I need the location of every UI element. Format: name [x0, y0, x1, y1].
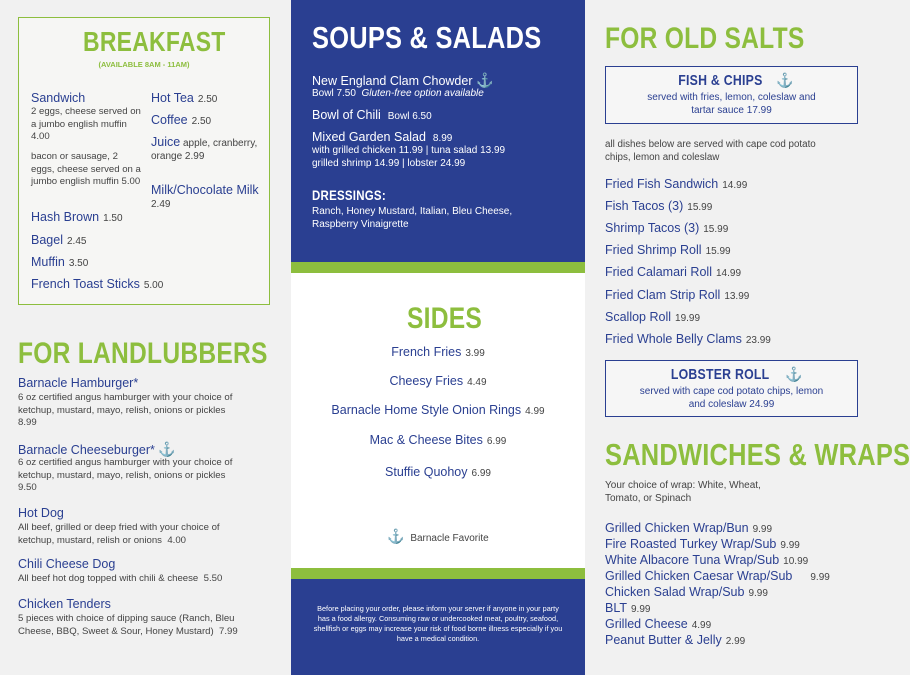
- hamburger-desc: 6 oz certified angus hamburger with your choice of ketchup, mustard, mayo, relish, onions or pickles 8.99: [18, 392, 233, 428]
- old-salts-item: Fish Tacos (3) 15.99: [605, 199, 713, 213]
- wrap-item: Peanut Butter & Jelly 2.99: [605, 633, 746, 647]
- old-salts-item: Scallop Roll 19.99: [605, 310, 701, 324]
- old-salts-item: Shrimp Tacos (3) 15.99: [605, 221, 729, 235]
- cheeseburger-desc: 6 oz certified angus hamburger with your choice of ketchup, mustard, mayo, relish, onions or pickles 9.50: [18, 457, 233, 493]
- wrap-item: Grilled Chicken Wrap/Bun 9.99: [605, 521, 773, 535]
- dressings-list: Ranch, Honey Mustard, Italian, Bleu Cheese, Raspberry Vinaigrette: [312, 206, 513, 230]
- cheeseburger-name: Barnacle Cheeseburger* ⚓: [18, 441, 176, 457]
- lobster-roll-heading: LOBSTER ROLL ⚓: [671, 366, 803, 383]
- anchor-icon: ⚓: [776, 72, 794, 88]
- anchor-icon: ⚓: [785, 366, 803, 382]
- side-item: French Fries 3.99: [391, 345, 485, 359]
- anchor-icon: ⚓: [387, 528, 405, 544]
- middle-panel: [291, 0, 585, 675]
- side-item: Stuffie Quohoy 6.99: [385, 465, 491, 479]
- chili-dog-name: Chili Cheese Dog: [18, 557, 116, 571]
- sandwich-desc-2: bacon or sausage, 2 eggs, cheese served on a jumbo english muffin 5.00: [31, 151, 141, 187]
- sandwich-name: Sandwich: [31, 91, 86, 105]
- wrap-item: Chicken Salad Wrap/Sub 9.99: [605, 585, 768, 599]
- chili-dog-desc: All beef hot dog topped with chili & cheese 5.50: [18, 573, 223, 584]
- old-salts-title: FOR OLD SALTS: [605, 22, 805, 55]
- chowder-name: New England Clam Chowder ⚓: [312, 72, 494, 88]
- hamburger-name: Barnacle Hamburger*: [18, 376, 139, 390]
- fish-chips-box: [605, 66, 858, 124]
- side-item: Barnacle Home Style Onion Rings 4.99: [331, 403, 545, 417]
- chili-bowl: Bowl of Chili Bowl 6.50: [312, 108, 432, 122]
- hash-brown: Hash Brown 1.50: [31, 210, 123, 224]
- old-salts-item: Fried Shrimp Roll 15.99: [605, 243, 731, 257]
- juice: Juice apple, cranberry, orange 2.99: [151, 135, 258, 162]
- wrap-item: White Albacore Tuna Wrap/Sub 10.99: [605, 553, 809, 567]
- fish-chips-desc: served with fries, lemon, coleslaw and tartar sauce 17.99: [647, 92, 816, 116]
- milk: Milk/Chocolate Milk 2.49: [151, 183, 259, 210]
- wrap-item: Grilled Cheese 4.99: [605, 617, 712, 631]
- old-salts-note: all dishes below are served with cape cod potato chips, lemon and coleslaw: [605, 139, 816, 163]
- right-panel: [585, 0, 910, 675]
- french-toast-sticks: French Toast Sticks 5.00: [31, 277, 164, 291]
- tenders-name: Chicken Tenders: [18, 597, 111, 611]
- wraps-title: SANDWICHES & WRAPS: [605, 437, 910, 472]
- left-panel: [0, 0, 291, 675]
- dressings-title: DRESSINGS:: [312, 187, 386, 203]
- hotdog-name: Hot Dog: [18, 506, 64, 520]
- breakfast-box: [18, 17, 270, 305]
- sandwich-desc-1: 2 eggs, cheese served on a jumbo english muffin 4.00: [31, 106, 141, 142]
- green-divider-bottom: [291, 568, 585, 579]
- breakfast-title: BREAKFAST: [83, 26, 226, 57]
- favorite-legend: ⚓ Barnacle Favorite: [387, 528, 489, 544]
- side-item: Mac & Cheese Bites 6.99: [369, 433, 507, 447]
- salad-option-2: grilled shrimp 14.99 | lobster 24.99: [312, 158, 466, 169]
- chowder-detail: Bowl 7.50 Gluten-free option available: [312, 88, 484, 99]
- lobster-roll-desc: served with cape cod potato chips, lemon and coleslaw 24.99: [639, 386, 824, 410]
- wrap-item: BLT 9.99: [605, 601, 651, 615]
- old-salts-item: Fried Calamari Roll 14.99: [605, 265, 742, 279]
- muffin: Muffin 3.50: [31, 255, 89, 269]
- soups-band: [291, 0, 585, 262]
- breakfast-subtitle: (AVAILABLE 8AM - 11AM): [98, 60, 190, 69]
- wrap-item: Fire Roasted Turkey Wrap/Sub 9.99: [605, 537, 800, 551]
- soups-title: SOUPS & SALADS: [312, 20, 542, 55]
- landlubbers-title: FOR LANDLUBBERS: [18, 337, 268, 370]
- allergy-band: [291, 579, 585, 675]
- wrap-item: Grilled Chicken Caesar Wrap/Sub 9.99: [605, 569, 830, 583]
- old-salts-item: Fried Clam Strip Roll 13.99: [605, 288, 750, 302]
- bagel: Bagel 2.45: [31, 233, 87, 247]
- old-salts-item: Fried Fish Sandwich 14.99: [605, 177, 748, 191]
- sides-title: SIDES: [407, 302, 483, 335]
- wraps-note: Your choice of wrap: White, Wheat, Tomato, or Spinach: [605, 480, 761, 504]
- green-divider-top: [291, 262, 585, 273]
- hotdog-desc: All beef, grilled or deep fried with your choice of ketchup, mustard, relish or onions 4.00: [18, 522, 220, 546]
- anchor-icon: ⚓: [475, 72, 494, 88]
- salad-option-1: with grilled chicken 11.99 | tuna salad 13.99: [312, 145, 506, 156]
- hot-tea: Hot Tea 2.50: [151, 91, 218, 105]
- garden-salad: Mixed Garden Salad 8.99: [312, 130, 453, 144]
- fish-chips-heading: FISH & CHIPS ⚓: [678, 72, 794, 89]
- old-salts-item: Fried Whole Belly Clams 23.99: [605, 332, 771, 346]
- coffee: Coffee 2.50: [151, 113, 212, 127]
- allergy-notice: Before placing your order, please inform your server if anyone in your party has a food allergy. Consuming raw or undercooked meat, poultry, seafood, shellfish or eggs may increase your risk of food borne illness especially if you have a medical condition.: [313, 604, 563, 643]
- lobster-roll-box: [605, 360, 858, 417]
- anchor-icon: ⚓: [158, 441, 176, 457]
- tenders-desc: 5 pieces with choice of dipping sauce (Ranch, Bleu Cheese, BBQ, Sweet & Sour, Honey Mustard) 7.99: [18, 613, 238, 637]
- side-item: Cheesy Fries 4.49: [389, 374, 487, 388]
